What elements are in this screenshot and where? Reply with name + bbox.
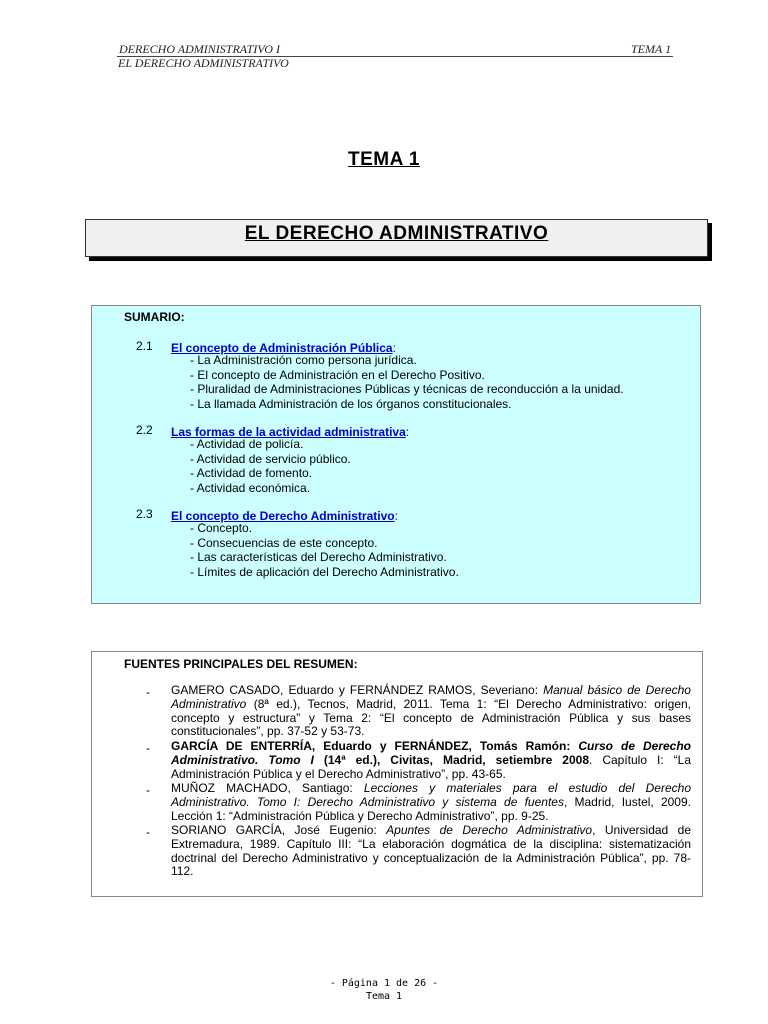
reference-item: GAMERO CASADO, Eduardo y FERNÁNDEZ RAMOS, Severiano: Manual básico de Derecho Administrativo (8ª ed.), Tecnos, Madrid, 2011. Tema 1: “El Derecho Administrativo: origen, concepto y estructura” y Tema 2: “El concepto de Administración Pública y sus bases constitucionales”, pp. 37-52 y 53-73. — [171, 683, 691, 739]
bullet-dash: - — [146, 825, 150, 839]
sumario-heading: SUMARIO: — [124, 310, 185, 324]
section-number: 2.2 — [136, 423, 153, 437]
list-item: - Actividad económica. — [190, 480, 311, 495]
sumario-box — [91, 305, 701, 604]
page-footer — [0, 977, 768, 1003]
list-item: - Concepto. — [190, 521, 253, 535]
list-item: - La Administración como persona jurídica. — [190, 353, 417, 367]
list-item: - Actividad de servicio público. — [190, 451, 351, 466]
bullet-dash: - — [146, 685, 150, 699]
fuentes-heading: FUENTES PRINCIPALES DEL RESUMEN: — [124, 657, 358, 671]
section-title-link[interactable]: El concepto de Derecho Administrativo — [171, 509, 395, 523]
bullet-dash: - — [146, 741, 150, 755]
section-number: 2.3 — [136, 507, 153, 521]
list-item: - La llamada Administración de los órganos constitucionales. — [190, 396, 512, 411]
section-title-link[interactable]: Las formas de la actividad administrativa — [171, 425, 406, 439]
page-title: TEMA 1 — [348, 149, 420, 170]
fuentes-box — [91, 651, 703, 897]
list-item: - El concepto de Administración en el Derecho Positivo. — [190, 367, 485, 382]
reference-item: SORIANO GARCÍA, José Eugenio: Apuntes de Derecho Administrativo, Universidad de Extremadura, 1989. Capítulo III: “La elaboración dogmática de la disciplina: sistematización doctrinal del Derecho Administrativo y conceptualización de la Administración Pública”, pp. 78-112. — [171, 823, 692, 879]
list-item: - Actividad de policía. — [190, 437, 304, 451]
bullet-dash: - — [146, 783, 150, 797]
section-heading: El concepto de Administración Pública: — [171, 341, 396, 355]
section-heading: Las formas de la actividad administrativa: — [171, 425, 410, 439]
page-number: - Página 1 de 26 - — [329, 978, 439, 989]
list-item: - Las características del Derecho Administrativo. — [190, 550, 447, 564]
footer-tema: Tema 1 — [365, 991, 403, 1002]
section-title-link[interactable]: El concepto de Administración Pública — [171, 341, 393, 355]
main-title: EL DERECHO ADMINISTRATIVO — [244, 223, 549, 244]
section-heading: El concepto de Derecho Administrativo: — [171, 509, 398, 523]
reference-item: GARCÍA DE ENTERRÍA, Eduardo y FERNÁNDEZ, Tomás Ramón: Curso de Derecho Administrativo. Tomo I (14ª ed.), Civitas, Madrid, setiembre 2008. Capítulo I: “La Administración Pública y el Derecho Administrativo”, pp. 43-65. — [171, 739, 692, 781]
title-box — [85, 219, 708, 257]
section-number: 2.1 — [136, 339, 153, 353]
reference-item: MUÑOZ MACHADO, Santiago: Lecciones y materiales para el estudio del Derecho Administrativo. Tomo I: Derecho Administrativo y sistema de fuentes, Madrid, Iustel, 2009. Lección 1: “Administración Pública y Derecho Administrativo”, pp. 9-25. — [171, 781, 692, 823]
header-subtitle: EL DERECHO ADMINISTRATIVO — [118, 56, 289, 70]
list-item: - Límites de aplicación del Derecho Administrativo. — [190, 564, 459, 579]
list-item: - Pluralidad de Administraciones Públicas y técnicas de reconducción a la unidad. — [190, 382, 624, 396]
list-item: - Consecuencias de este concepto. — [190, 535, 378, 550]
list-item: - Actividad de fomento. — [190, 466, 313, 480]
header-course: DERECHO ADMINISTRATIVO I — [119, 42, 280, 56]
header-tema: TEMA 1 — [631, 42, 672, 56]
